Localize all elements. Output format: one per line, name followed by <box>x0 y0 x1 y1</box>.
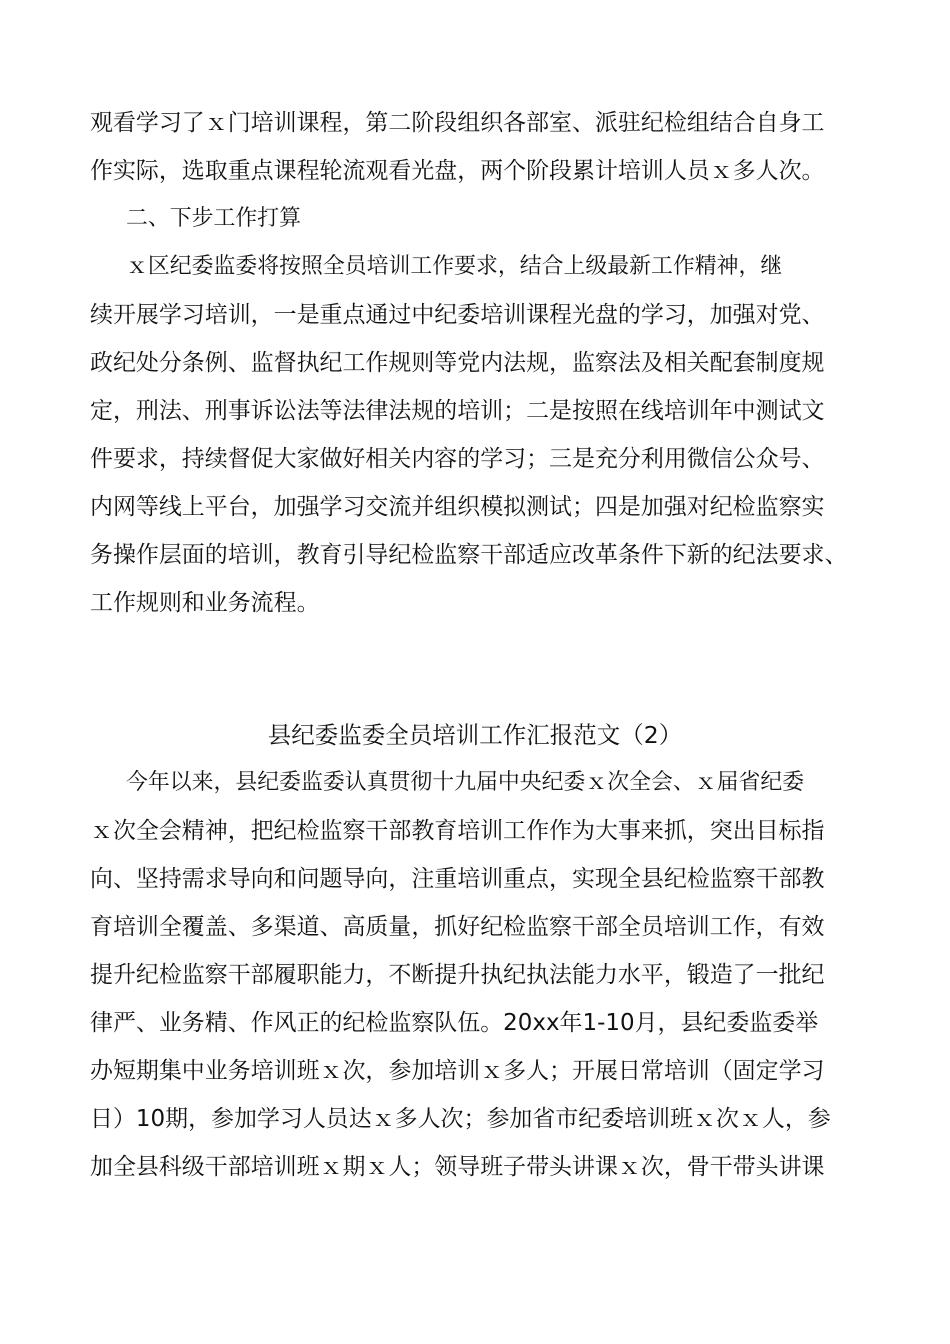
paragraph-line: 育培训全覆盖、多渠道、高质量，抓好纪检监察干部全员培训工作，有效 <box>90 914 825 940</box>
paragraph-line: 定，刑法、刑事诉讼法等法律法规的培训；二是按照在线培训年中测试文 <box>90 398 825 424</box>
paragraph-line: 务操作层面的培训，教育引导纪检监察干部适应改革条件下新的纪法要求、 <box>90 542 848 568</box>
paragraph-line: 工作规则和业务流程。 <box>90 590 320 616</box>
paragraph-line: 律严、业务精、作风正的纪检监察队伍。20xx年1-10月，县纪委监委举 <box>90 1010 819 1036</box>
paragraph-line: 政纪处分条例、监督执纪工作规则等党内法规，监察法及相关配套制度规 <box>90 350 825 376</box>
document-title: 县纪委监委全员培训工作汇报范文（2） <box>267 721 683 749</box>
paragraph-line: 内网等线上平台，加强学习交流并组织模拟测试；四是加强对纪检监察实 <box>90 494 825 520</box>
paragraph-line: 续开展学习培训，一是重点通过中纪委培训课程光盘的学习，加强对党、 <box>90 302 825 328</box>
paragraph-line: ｘ次全会精神，把纪检监察干部教育培训工作作为大事来抓，突出目标指 <box>90 818 825 844</box>
paragraph-line: ｘ区纪委监委将按照全员培训工作要求，结合上级最新工作精神，继 <box>126 254 783 279</box>
paragraph-line: 日）10期，参加学习人员达ｘ多人次；参加省市纪委培训班ｘ次ｘ人，参 <box>90 1106 831 1132</box>
paragraph-line: 加全县科级干部培训班ｘ期ｘ人；领导班子带头讲课ｘ次，骨干带头讲课 <box>90 1154 825 1180</box>
paragraph-line: 今年以来，县纪委监委认真贯彻十九届中央纪委ｘ次全会、ｘ届省纪委 <box>126 770 805 795</box>
paragraph-line: 提升纪检监察干部履职能力，不断提升执纪执法能力水平，锻造了一批纪 <box>90 962 825 988</box>
paragraph-line: 观看学习了ｘ门培训课程，第二阶段组织各部室、派驻纪检组结合自身工 <box>90 110 825 136</box>
paragraph-line: 作实际，选取重点课程轮流观看光盘，两个阶段累计培训人员ｘ多人次。 <box>90 158 825 184</box>
paragraph-line: 向、坚持需求导向和问题导向，注重培训重点，实现全县纪检监察干部教 <box>90 866 825 892</box>
paragraph-line: 办短期集中业务培训班ｘ次，参加培训ｘ多人；开展日常培训（固定学习 <box>90 1058 825 1084</box>
paragraph-line: 件要求，持续督促大家做好相关内容的学习；三是充分利用微信公众号、 <box>90 446 825 472</box>
section-heading: 二、下步工作打算 <box>126 206 301 231</box>
